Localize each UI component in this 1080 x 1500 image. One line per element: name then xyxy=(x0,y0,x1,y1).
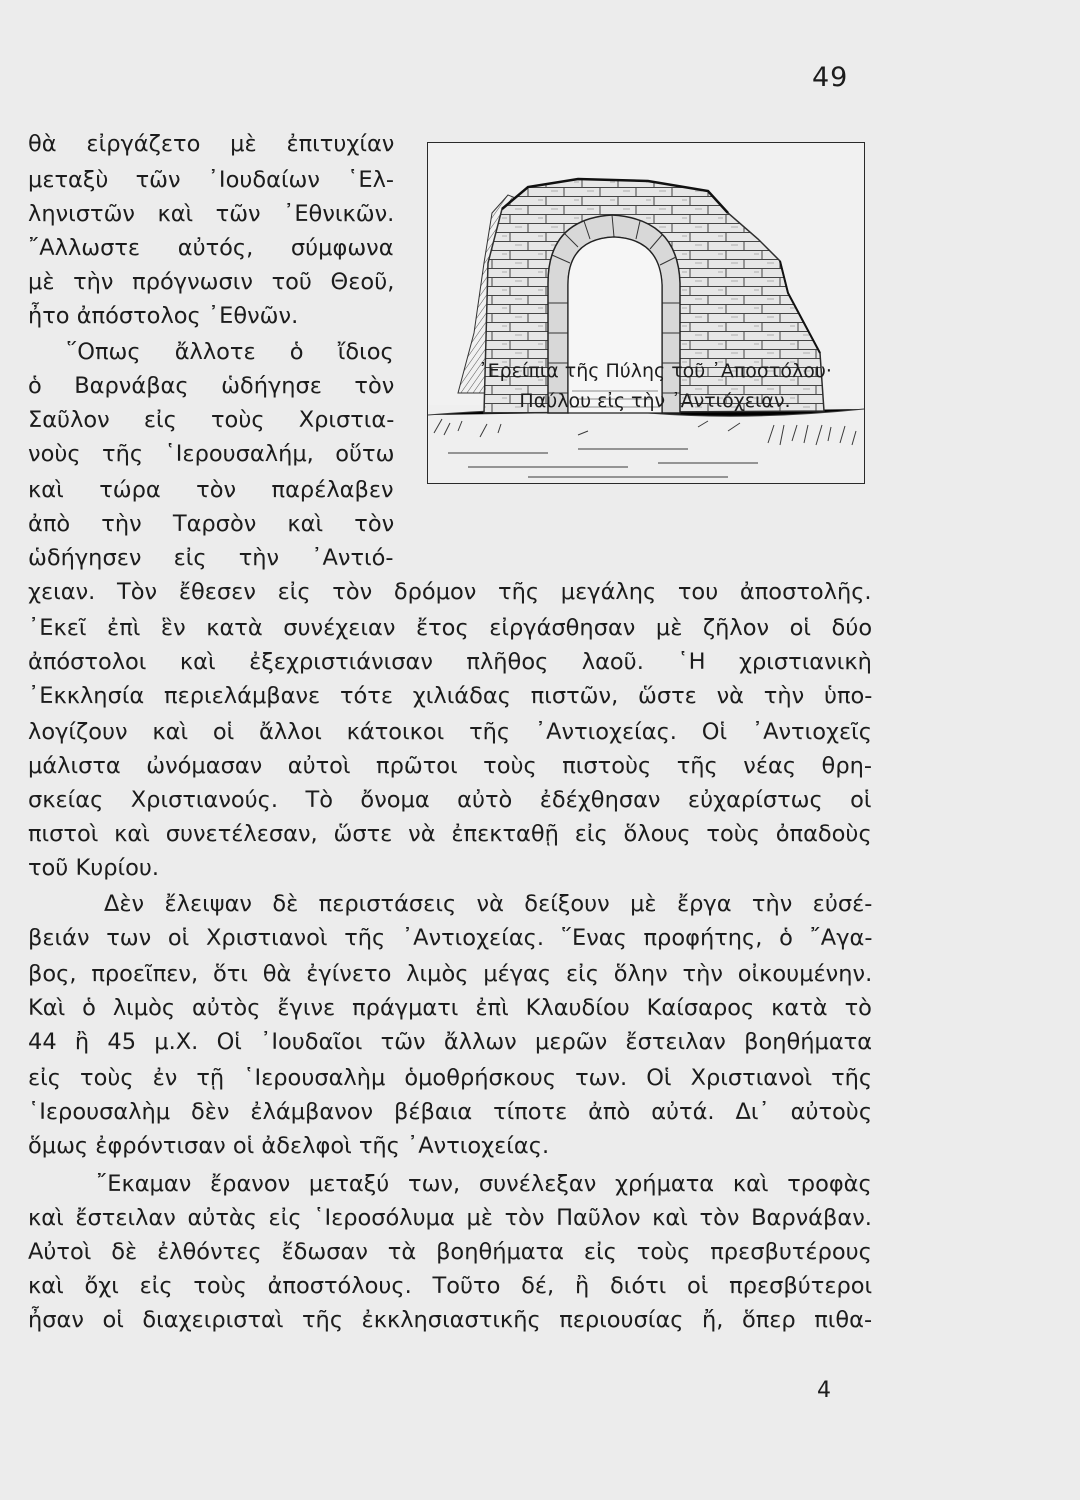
text-line: θὰ εἰργάζετο μὲ ἐπιτυχίαν xyxy=(28,131,395,157)
text-line: Αὐτοὶ δὲ ἐλθόντες ἔδωσαν τὰ βοηθήματα εἰς τοὺς πρεσβυτέρους xyxy=(28,1239,872,1265)
text-line: λογίζουν καὶ οἱ ἄλλοι κάτοικοι τῆς ᾿Αντιοχείας. Οἱ ᾿Αντιοχεῖς xyxy=(28,719,872,745)
text-line: μάλιστα ὠνόμασαν αὐτοὶ πρῶτοι τοὺς πιστοὺς τῆς νέας θρη- xyxy=(28,753,872,779)
text-line: Δὲν ἔλειψαν δὲ περιστάσεις νὰ δείξουν μὲ ἔργα τὴν εὐσέ- xyxy=(104,891,873,917)
text-line: νοὺς τῆς ῾Ιερουσαλήμ, οὕτω xyxy=(28,441,395,467)
text-line: εἰς τοὺς ἐν τῇ ῾Ιερουσαλὴμ ὁμοθρήσκους των. Οἱ Χριστιανοὶ τῆς xyxy=(28,1065,873,1091)
text-line: βος, προεῖπεν, ὅτι θὰ ἐγίνετο λιμὸς μέγας εἰς ὅλην τὴν οἰκουμένην. xyxy=(28,961,873,987)
text-line: ἦτο ἀπόστολος ᾿Εθνῶν. xyxy=(28,303,299,329)
text-line: καὶ ἔστειλαν αὐτὰς εἰς ῾Ιεροσόλυμα μὲ τὸν Παῦλον καὶ τὸν Βαρνάβαν. xyxy=(28,1205,872,1231)
text-line: ῎Αλλωστε αὐτός, σύμφωνα xyxy=(28,235,394,261)
text-line: ὅμως ἐφρόντισαν οἱ ἀδελφοὶ τῆς ᾿Αντιοχείας. xyxy=(28,1133,550,1159)
text-line: 44 ἢ 45 μ.Χ. Οἱ ᾿Ιουδαῖοι τῶν ἄλλων μερῶν ἔστειλαν βοηθήματα xyxy=(28,1029,873,1055)
text-line: μὲ τὴν πρόγνωσιν τοῦ Θεοῦ, xyxy=(28,269,395,295)
text-line: τοῦ Κυρίου. xyxy=(28,855,160,881)
text-line: ὡδήγησεν εἰς τὴν ᾿Αντιό- xyxy=(28,545,394,571)
printer-signature: 4 xyxy=(817,1378,831,1403)
figure-caption-line-1: ᾿Ερείπια τῆς Πύλης τοῦ ᾿Αποστόλου· xyxy=(478,360,832,382)
text-line: μεταξὺ τῶν ᾿Ιουδαίων ῾Ελ- xyxy=(28,167,395,193)
text-line: βειάν των οἱ Χριστιανοὶ τῆς ᾿Αντιοχείας. ῞Ενας προφήτης, ὁ ῎Αγα- xyxy=(28,925,873,951)
text-line: σκείας Χριστιανούς. Τὸ ὄνομα αὐτὸ ἐδέχθησαν εὐχαρίστως οἱ xyxy=(28,787,872,813)
text-line: ἦσαν οἱ διαχειρισταὶ τῆς ἐκκλησιαστικῆς περιουσίας ἤ, ὅπερ πιθα- xyxy=(28,1307,873,1333)
text-line: Σαῦλον εἰς τοὺς Χριστια- xyxy=(28,407,395,433)
text-line: ἀπόστολοι καὶ ἐξεχριστιάνισαν πλῆθος λαοῦ. ῾Η χριστιανικὴ xyxy=(28,649,872,675)
text-line: ὁ Βαρνάβας ὡδήγησε τὸν xyxy=(28,373,395,399)
page-number: 49 xyxy=(812,62,849,93)
text-line: ῞Οπως ἄλλοτε ὁ ἴδιος xyxy=(66,339,394,365)
text-line: καὶ ὄχι εἰς τοὺς ἀποστόλους. Τοῦτο δέ, ἢ διότι οἱ πρεσβύτεροι xyxy=(28,1273,873,1299)
text-line: ῾Ιερουσαλὴμ δὲν ἐλάμβανον βέβαια τίποτε ἀπὸ αὐτά. Δι᾿ αὐτοὺς xyxy=(28,1099,873,1125)
text-line: χειαν. Τὸν ἔθεσεν εἰς τὸν δρόμον τῆς μεγάλης του ἀποστολῆς. xyxy=(28,579,872,605)
text-line: Καὶ ὁ λιμὸς αὐτὸς ἔγινε πράγματι ἐπὶ Κλαυδίου Καίσαρος κατὰ τὸ xyxy=(28,995,872,1021)
text-line: ᾿Εκκλησία περιελάμβανε τότε χιλιάδας πιστῶν, ὥστε νὰ τὴν ὑπο- xyxy=(28,683,873,709)
text-line: καὶ τώρα τὸν παρέλαβεν xyxy=(28,477,394,503)
text-line: ἀπὸ τὴν Ταρσὸν καὶ τὸν xyxy=(28,511,395,537)
text-line: ᾿Εκεῖ ἐπὶ ἓν κατὰ συνέχειαν ἔτος εἰργάσθησαν μὲ ζῆλον οἱ δύο xyxy=(28,615,873,641)
text-line: πιστοὶ καὶ συνετέλεσαν, ὥστε νὰ ἐπεκταθῇ εἰς ὅλους τοὺς ὀπαδοὺς xyxy=(28,821,872,847)
figure-caption-line-2: Παύλου εἰς τὴν ᾿Αντιόχειαν. xyxy=(519,390,791,412)
text-line: ῎Εκαμαν ἔρανον μεταξύ των, συνέλεξαν χρήματα καὶ τροφὰς xyxy=(96,1171,872,1197)
arch-ruins-illustration xyxy=(427,142,865,484)
text-line: ληνιστῶν καὶ τῶν ᾿Εθνικῶν. xyxy=(28,201,395,227)
